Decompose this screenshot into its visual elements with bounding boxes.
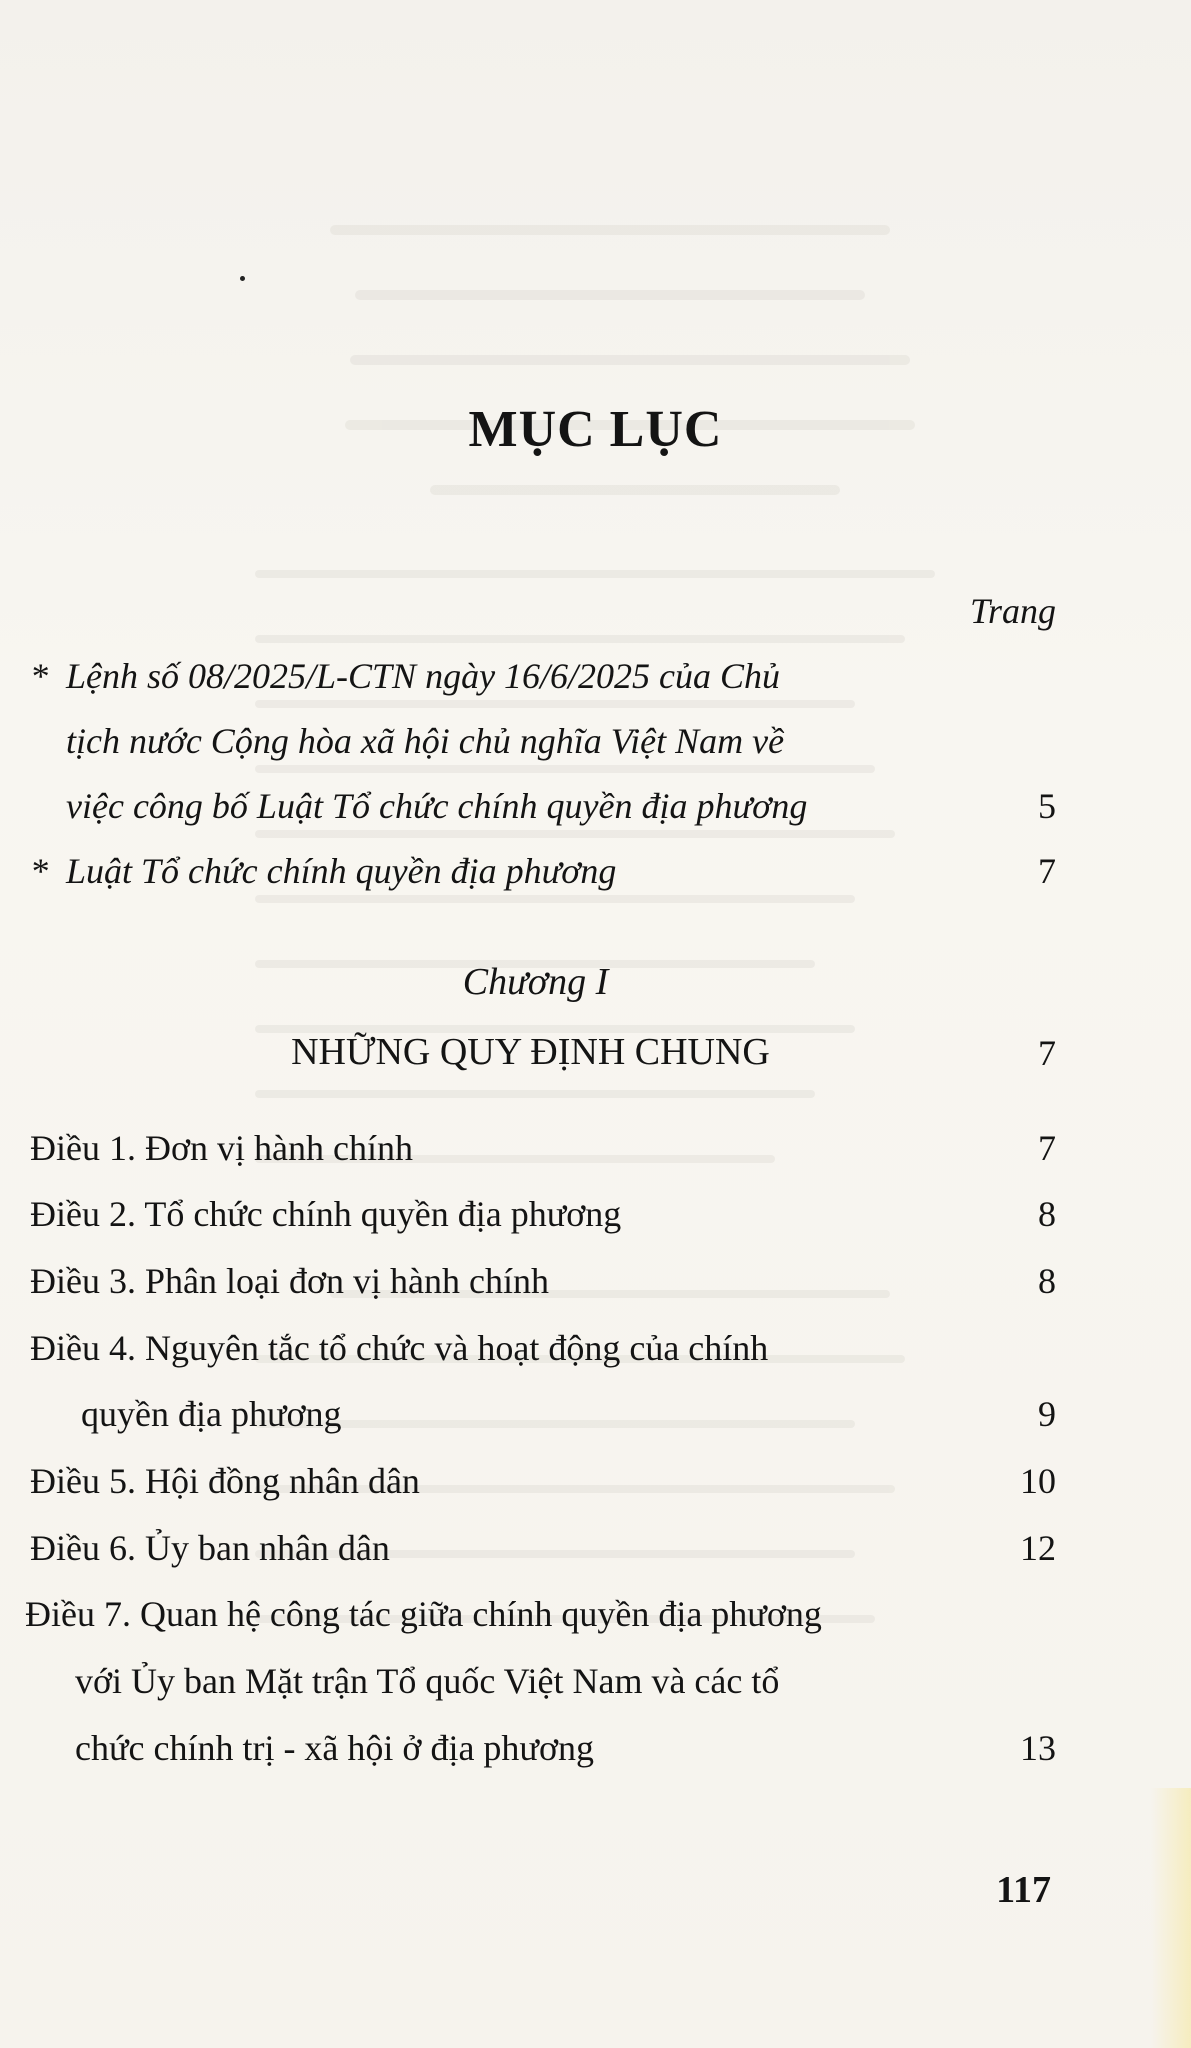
chapter-label: Chương I <box>462 961 609 1003</box>
article-entry: Điều 3. Phân loại đơn vị hành chính <box>30 1261 549 1301</box>
toc-page-number: 7 <box>1038 1128 1056 1168</box>
toc-page-number: 8 <box>1038 1194 1056 1234</box>
page-number: 117 <box>996 1869 1051 1911</box>
chapter-title: NHỮNG QUY ĐỊNH CHUNG <box>291 1031 770 1073</box>
page-title: MỤC LỤC <box>468 401 723 458</box>
bullet-marker: * <box>30 656 48 696</box>
toc-page-number: 9 <box>1038 1394 1056 1434</box>
article-entry: Điều 4. Nguyên tắc tổ chức và hoạt động của chính <box>30 1328 769 1368</box>
toc-entry-line: Luật Tổ chức chính quyền địa phương <box>66 851 617 891</box>
toc-page-number: 13 <box>1020 1728 1056 1768</box>
toc-page-number: 7 <box>1038 851 1056 891</box>
toc-entry-line: tịch nước Cộng hòa xã hội chủ nghĩa Việt Nam về <box>66 721 785 761</box>
toc-page-number: 7 <box>1038 1033 1056 1073</box>
toc-page-number: 12 <box>1020 1528 1056 1568</box>
article-entry: Điều 2. Tổ chức chính quyền địa phương <box>30 1194 622 1234</box>
page-column-header: Trang <box>969 591 1056 631</box>
article-entry-continuation: chức chính trị - xã hội ở địa phương <box>75 1728 594 1768</box>
toc-entry-line: Lệnh số 08/2025/L-CTN ngày 16/6/2025 của Chủ <box>66 656 781 696</box>
article-entry-continuation: quyền địa phương <box>81 1394 342 1434</box>
toc-entry-line: việc công bố Luật Tổ chức chính quyền địa phương <box>66 786 808 826</box>
article-entry: Điều 7. Quan hệ công tác giữa chính quyền địa phương <box>25 1594 822 1634</box>
bullet-marker: * <box>30 851 48 891</box>
toc-page-number: 10 <box>1020 1461 1056 1501</box>
article-entry: Điều 6. Ủy ban nhân dân <box>30 1528 390 1568</box>
page-edge-tint <box>1151 1788 1191 2048</box>
article-entry: Điều 1. Đơn vị hành chính <box>30 1128 413 1168</box>
toc-page-number: 8 <box>1038 1261 1056 1301</box>
ink-dot <box>240 276 245 281</box>
toc-page-number: 5 <box>1038 786 1056 826</box>
article-entry: Điều 5. Hội đồng nhân dân <box>30 1461 420 1501</box>
article-entry-continuation: với Ủy ban Mặt trận Tổ quốc Việt Nam và các tổ <box>75 1661 780 1701</box>
